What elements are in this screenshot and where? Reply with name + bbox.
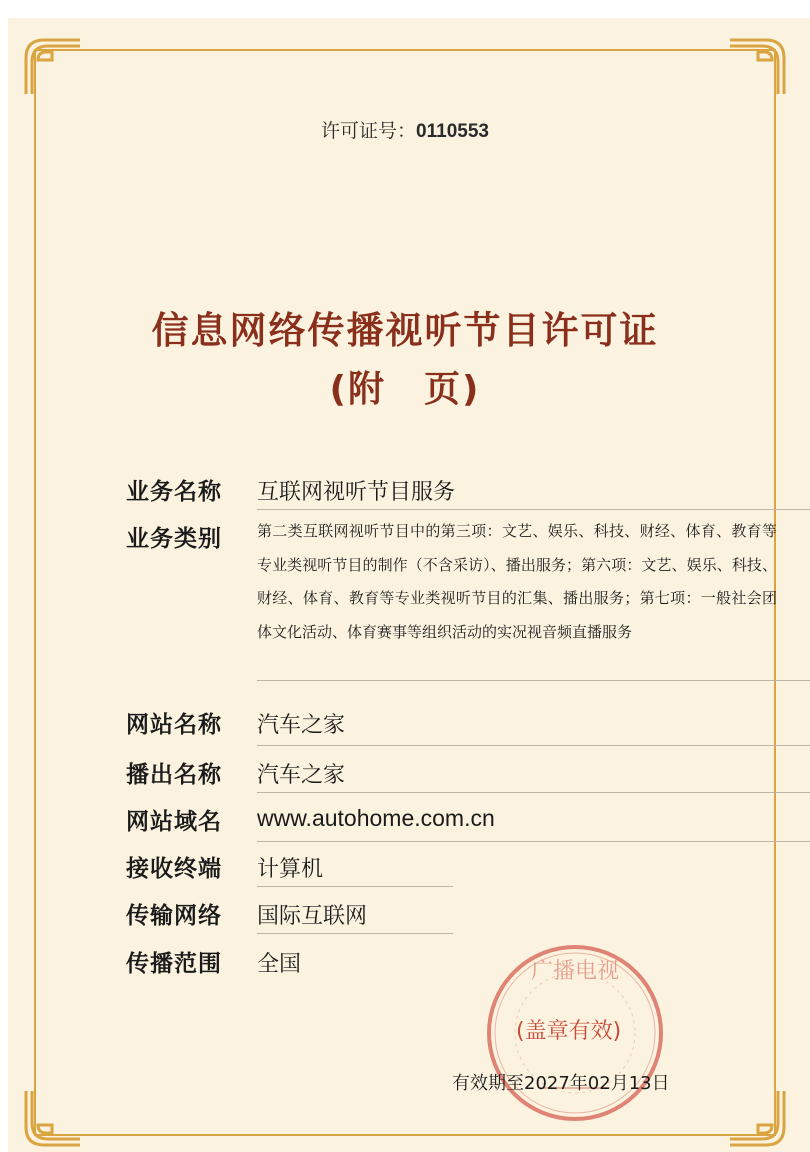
field-value: 汽车之家 bbox=[257, 763, 346, 788]
license-number-label: 许可证号： bbox=[321, 120, 417, 142]
field-label: 网站域名 bbox=[126, 809, 222, 835]
field-label: 传播范围 bbox=[126, 951, 222, 977]
license-number bbox=[0, 116, 810, 143]
certificate-title: 信息网络传播视听节目许可证 bbox=[151, 309, 659, 352]
underline bbox=[257, 680, 810, 681]
seal-ring-text: 广播电视 bbox=[530, 959, 620, 984]
underline bbox=[257, 886, 453, 887]
field-value: 国际互联网 bbox=[257, 904, 368, 929]
expiry-date: 有效期至2027年02月13日 bbox=[452, 1073, 670, 1094]
field-label: 网站名称 bbox=[126, 712, 222, 738]
field-label: 业务名称 bbox=[126, 479, 222, 505]
underline bbox=[257, 841, 810, 842]
field-label: 传输网络 bbox=[126, 903, 222, 929]
corner-ornament-bottom-right bbox=[728, 1089, 788, 1149]
field-value: 互联网视听节目服务 bbox=[257, 480, 456, 505]
corner-ornament-top-left bbox=[22, 36, 82, 96]
corner-ornament-bottom-left bbox=[22, 1089, 82, 1149]
field-value: 第二类互联网视听节目中的第三项：文艺、娱乐、科技、财经、体育、教育等专业类视听节目的制作（不含采访）、播出服务；第六项：文艺、娱乐、科技、财经、体育、教育等专业类视听节目的汇集、播出服务；第七项：一般社会团体文化活动、体育赛事等组织活动的实况视音频直播服务 bbox=[257, 522, 777, 641]
underline bbox=[257, 745, 810, 746]
field-label: 业务类别 bbox=[126, 526, 222, 552]
field-label: 接收终端 bbox=[126, 856, 222, 882]
field-value: 汽车之家 bbox=[257, 713, 346, 738]
certificate-subtitle: (附 页) bbox=[329, 369, 481, 410]
field-value: 计算机 bbox=[257, 857, 324, 882]
field-value: www.autohome.com.cn bbox=[257, 805, 495, 831]
corner-ornament-top-right bbox=[728, 36, 788, 96]
seal-caption: (盖章有效) bbox=[516, 1019, 622, 1044]
field-label: 播出名称 bbox=[126, 762, 222, 788]
underline bbox=[257, 509, 810, 510]
license-number-value: 0110553 bbox=[416, 121, 489, 142]
field-value: 全国 bbox=[257, 952, 302, 977]
underline bbox=[257, 792, 810, 793]
underline bbox=[257, 933, 453, 934]
